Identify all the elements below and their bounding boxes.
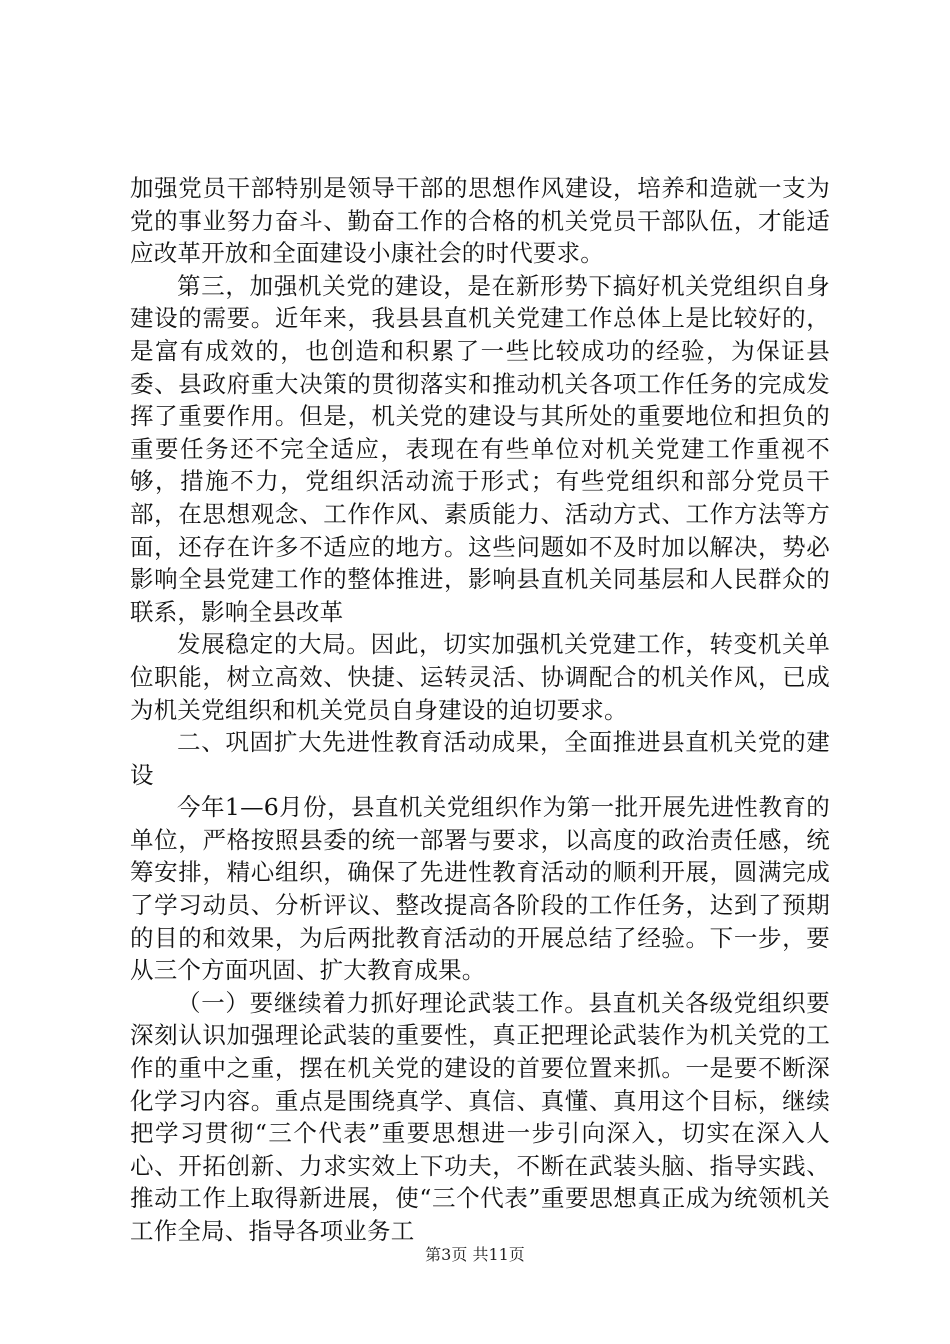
page-footer: 第3页 共11页 xyxy=(425,1245,525,1264)
paragraph-5: （一）要继续着力抓好理论武装工作。县直机关各级党组织要深刻认识加强理论武装的重要性，真正把理论武装作为机关党的工作的重中之重，摆在机关党的建设的首要位置来抓。一是要不断深化学习内容。重点是围绕真学、真信、真懂、真用这个目标，继续把学习贯彻“三个代表”重要思想进一步引向深入，切实在深入人心、开拓创新、力求实效上下功夫，不断在武装头脑、指导实践、推动工作上取得新进展，使“三个代表”重要思想真正成为统领机关工作全局、指导各项业务工 xyxy=(130,988,830,1245)
paragraph-3: 发展稳定的大局。因此，切实加强机关党建工作，转变机关单位职能，树立高效、快捷、运转灵活、协调配合的机关作风，已成为机关党组织和机关党员自身建设的迫切要求。 xyxy=(130,630,830,724)
paragraph-2: 第三，加强机关党的建设，是在新形势下搞好机关党组织自身建设的需要。近年来，我县县直机关党建工作总体上是比较好的，是富有成效的，也创造和积累了一些比较成功的经验，为保证县委、县政府重大决策的贯彻落实和推动机关各项工作任务的完成发挥了重要作用。但是，机关党的建设与其所处的重要地位和担负的重要任务还不完全适应，表现在有些单位对机关党建工作重视不够，措施不力，党组织活动流于形式；有些党组织和部分党员干部，在思想观念、工作作风、素质能力、活动方式、工作方法等方面，还存在许多不适应的地方。这些问题如不及时加以解决，势必影响全县党建工作的整体推进，影响县直机关同基层和人民群众的联系，影响全县改革 xyxy=(130,271,830,626)
paragraph-1: 加强党员干部特别是领导干部的思想作风建设，培养和造就一支为党的事业努力奋斗、勤奋工作的合格的机关党员干部队伍，才能适应改革开放和全面建设小康社会的时代要求。 xyxy=(130,174,830,268)
paragraph-4: 今年1—6月份，县直机关党组织作为第一批开展先进性教育的单位，严格按照县委的统一部署与要求，以高度的政治责任感，统筹安排，精心组织，确保了先进性教育活动的顺利开展，圆满完成了学习动员、分析评议、整改提高各阶段的工作任务，达到了预期的目的和效果，为后两批教育活动的开展总结了经验。下一步，要从三个方面巩固、扩大教育成果。 xyxy=(130,793,830,985)
document-body xyxy=(130,172,830,1248)
section-heading-2: 二、巩固扩大先进性教育活动成果，全面推进县直机关党的建设 xyxy=(130,728,830,789)
